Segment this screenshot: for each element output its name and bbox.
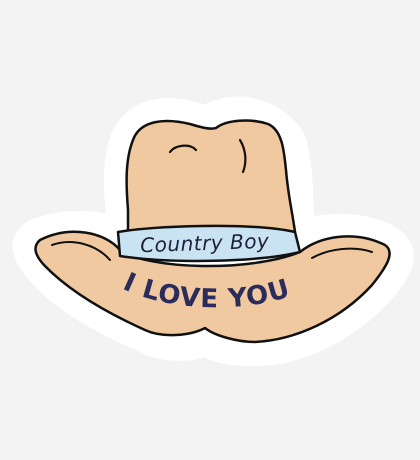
hat-crown [127,121,295,232]
band-text: Country Boy [139,228,270,258]
brim-text-path: I LOVE YOU [118,267,294,315]
